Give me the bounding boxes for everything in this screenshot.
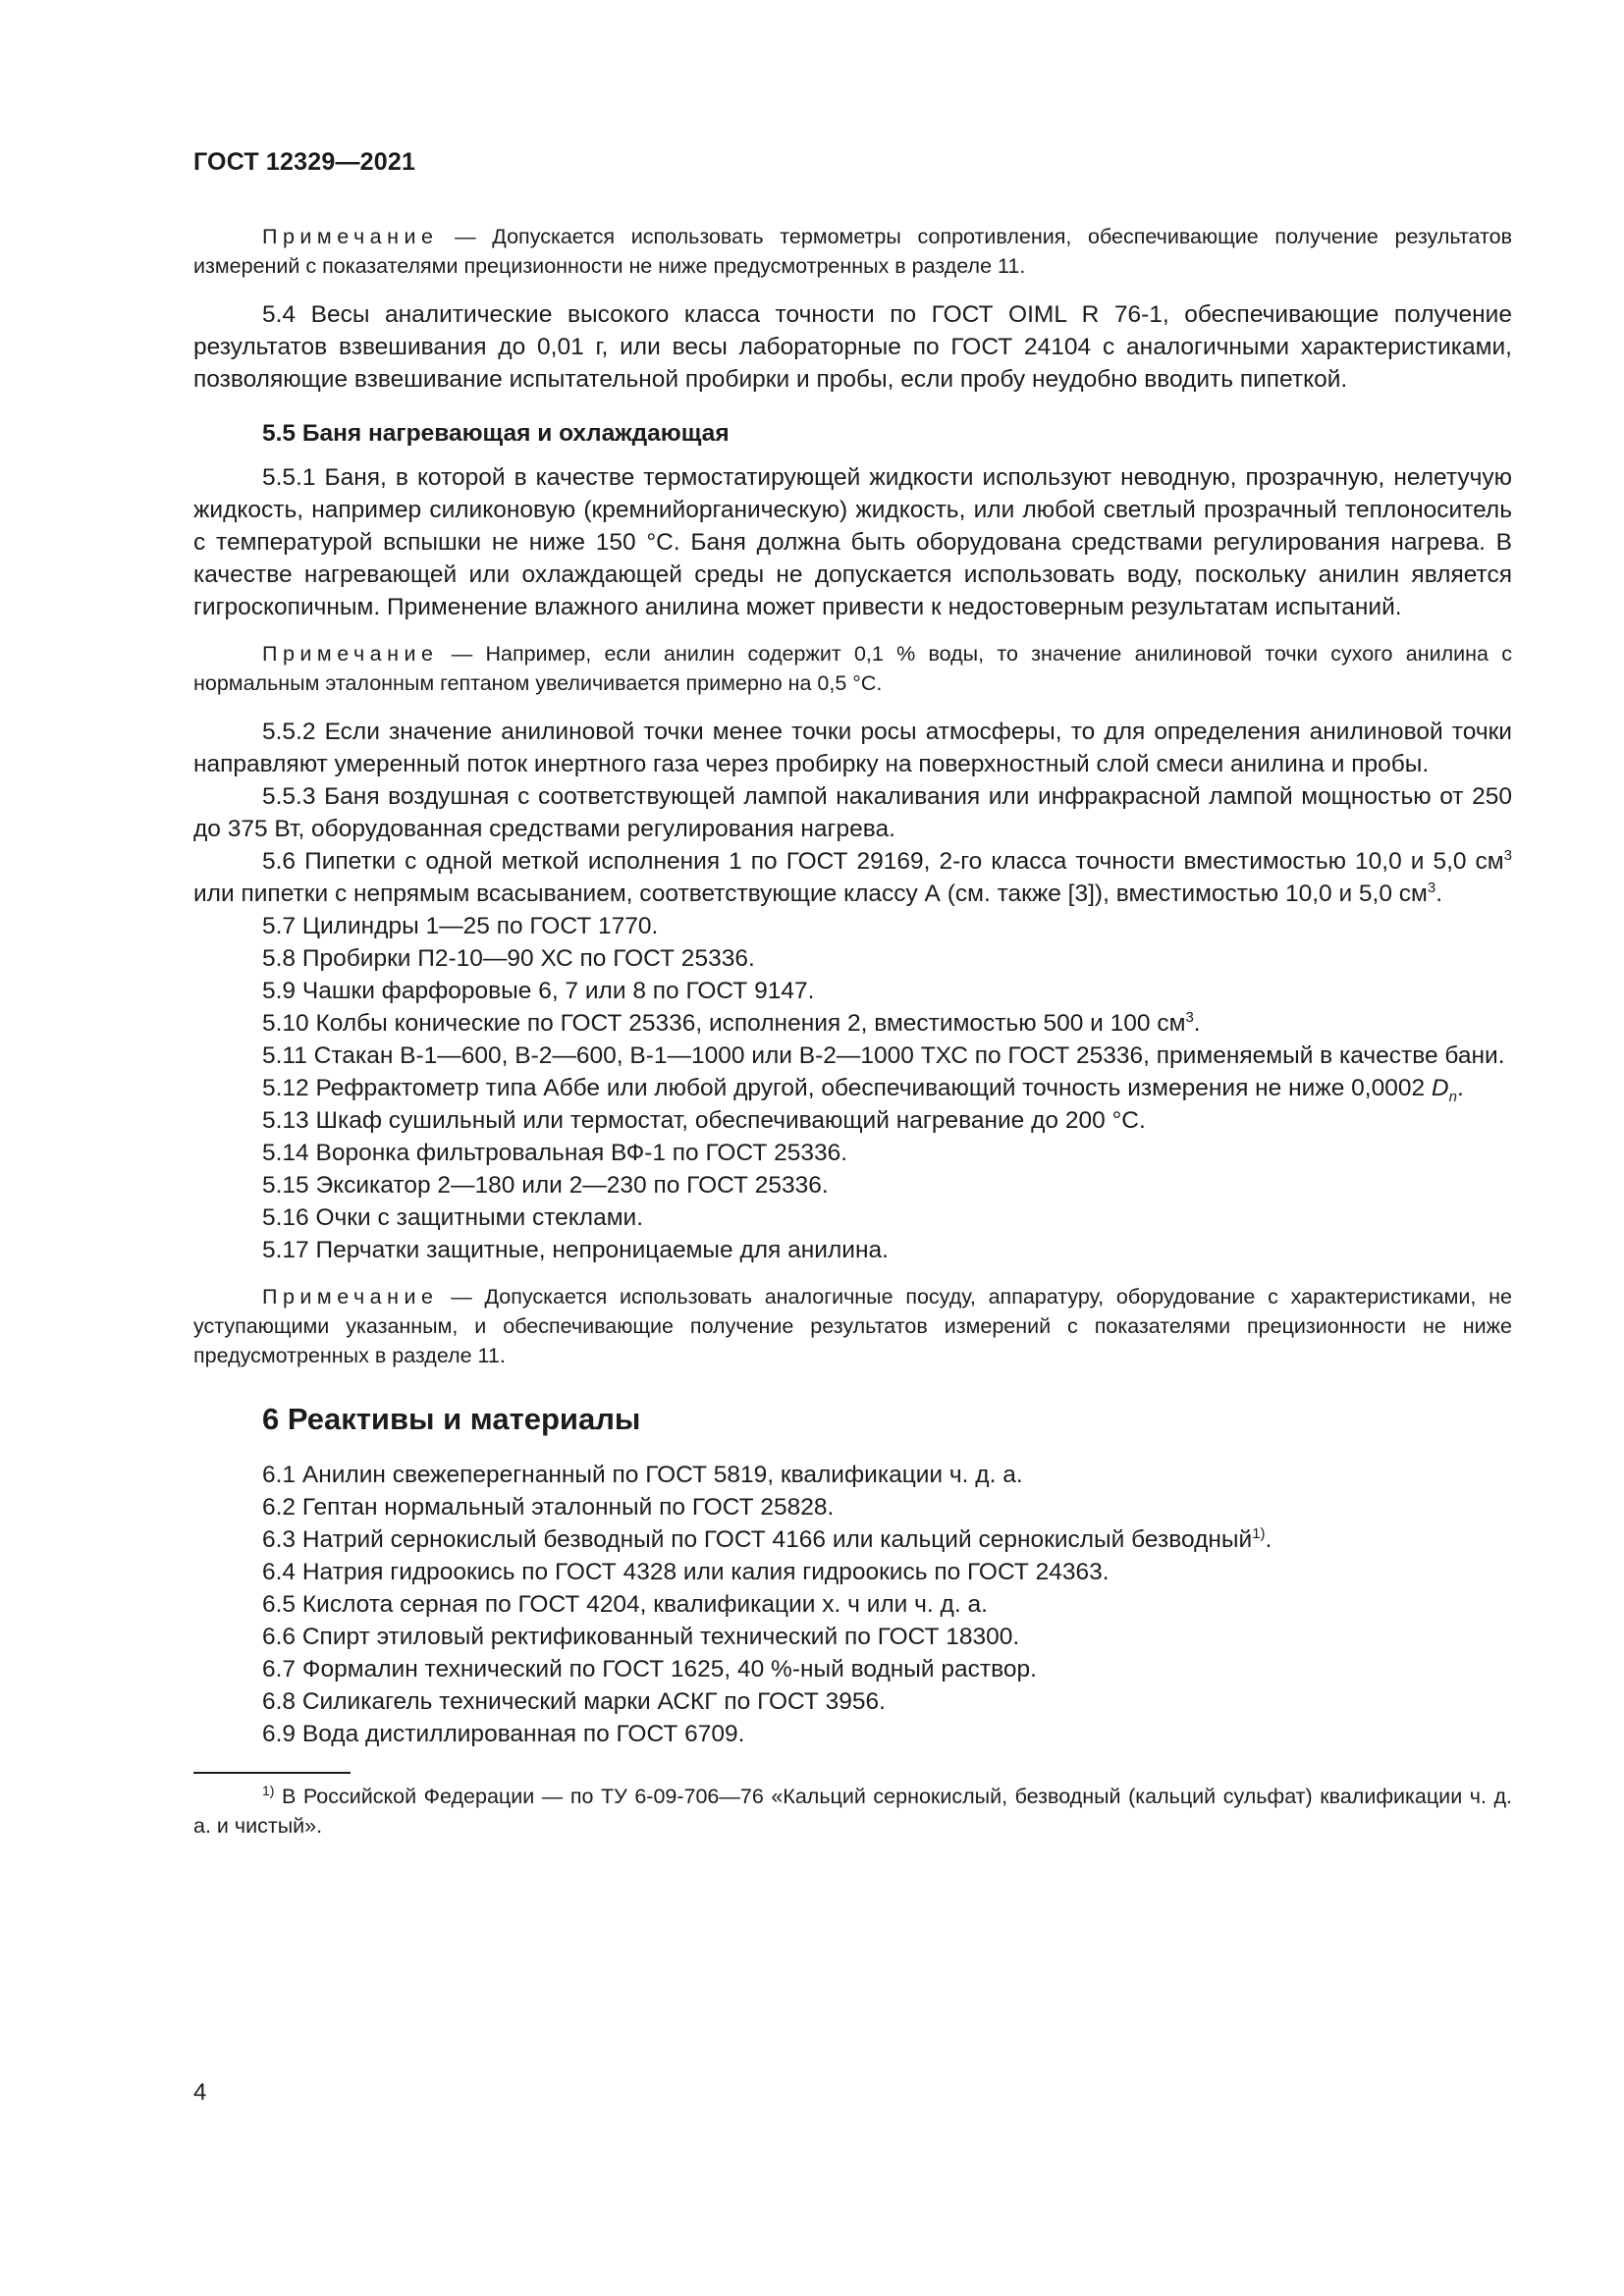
clause-5-6-text-a: 5.6 Пипетки с одной меткой исполнения 1 по ГОСТ 29169, 2-го класса точности вместимостью 10,0 и 5,0 см	[262, 848, 1504, 875]
clause-5-11: 5.11 Стакан В-1—600, В-2—600, В-1—1000 или В-2—1000 ТХС по ГОСТ 25336, применяемый в качестве бани.	[262, 1042, 1505, 1069]
superscript-3: 3	[1503, 846, 1512, 864]
clause-5-10-text: 5.10 Колбы конические по ГОСТ 25336, исполнения 2, вместимостью 500 и 100 см	[262, 1010, 1186, 1037]
footnote-divider	[193, 1772, 351, 1774]
clause-5-6-text-b: или пипетки с непрямым всасыванием, соответствующие классу А (см. также [3]), вместимостью 10,0 и 5,0 см	[193, 881, 1428, 907]
page-number: 4	[193, 2079, 207, 2106]
clause-5-12-end: .	[1456, 1075, 1464, 1101]
clause-5-4: 5.4 Весы аналитические высокого класса точности по ГОСТ OIML R 76-1, обеспечивающие получение результатов взвешивания до 0,01 г, или весы лабораторные по ГОСТ 24104 с аналогичными характеристиками, позволяющие взвешивание испытательной пробирки и пробы, если пробу неудобно вводить пипеткой.	[193, 301, 1512, 393]
note-label: Примечание	[262, 225, 439, 248]
note-dash: —	[438, 225, 493, 248]
heading-5-5: 5.5 Баня нагревающая и охлаждающая	[262, 420, 730, 447]
footnote-text: В Российской Федерации — по ТУ 6-09-706—76 «Кальций сернокислый, безводный (кальций сульфат) квалификации ч. д. а. и чистый».	[193, 1785, 1512, 1838]
clause-5-7: 5.7 Цилиндры 1—25 по ГОСТ 1770.	[262, 913, 659, 939]
superscript-3: 3	[1185, 1008, 1194, 1026]
subscript-n: n	[1448, 1088, 1457, 1105]
clause-5-12	[193, 1072, 1512, 1104]
note-text: Например, если анилин содержит 0,1 % воды, то значение анилиновой точки сухого анилина с нормальным эталонным гептаном увеличивается примерно на 0,5 °С.	[193, 642, 1512, 695]
clause-5-14: 5.14 Воронка фильтровальная ВФ-1 по ГОСТ 25336.	[262, 1140, 848, 1166]
note-equivalents	[193, 1282, 1512, 1370]
clause-5-17: 5.17 Перчатки защитные, непроницаемые для анилина.	[262, 1237, 889, 1263]
clause-6-4: 6.4 Натрия гидроокись по ГОСТ 4328 или калия гидроокись по ГОСТ 24363.	[262, 1559, 1110, 1585]
note-label: Примечание	[262, 1285, 439, 1308]
footnote-marker: 1)	[262, 1782, 275, 1798]
clause-6-7: 6.7 Формалин технический по ГОСТ 1625, 40 %-ный водный раствор.	[262, 1656, 1037, 1682]
clause-5-6	[193, 845, 1512, 910]
note-label: Примечание	[262, 642, 439, 666]
clause-6-8: 6.8 Силикагель технический марки АСКГ по ГОСТ 3956.	[262, 1688, 886, 1715]
clause-6-3	[193, 1523, 1512, 1556]
document-header: ГОСТ 12329—2021	[193, 148, 416, 176]
clause-5-12-text: 5.12 Рефрактометр типа Аббе или любой другой, обеспечивающий точность измерения не ниже 0,0002	[262, 1075, 1432, 1101]
note-aniline-water	[193, 639, 1512, 698]
clause-6-9: 6.9 Вода дистиллированная по ГОСТ 6709.	[262, 1721, 745, 1747]
superscript-3: 3	[1427, 879, 1436, 896]
footnote	[193, 1782, 1512, 1841]
clause-5-9: 5.9 Чашки фарфоровые 6, 7 или 8 по ГОСТ 9147.	[262, 978, 815, 1004]
clause-5-15: 5.15 Эксикатор 2—180 или 2—230 по ГОСТ 25336.	[262, 1172, 829, 1199]
clause-5-10-end: .	[1193, 1010, 1201, 1037]
page-content	[193, 222, 1512, 1841]
clause-5-8: 5.8 Пробирки П2-10—90 ХС по ГОСТ 25336.	[262, 945, 755, 972]
clause-6-2: 6.2 Гептан нормальный эталонный по ГОСТ 25828.	[262, 1494, 835, 1521]
clause-5-5-1: 5.5.1 Баня, в которой в качестве термостатирующей жидкости используют неводную, прозрачную, нелетучую жидкость, например силиконовую (кремнийорганическую) жидкость, или любой светлый прозрачный теплоноситель с температурой вспышки не ниже 150 °С. Баня должна быть оборудована средствами регулирования нагрева. В качестве нагревающей или охлаждающей среды не допускается использовать воду, поскольку анилин является гигроскопичным. Применение влажного анилина может привести к недостоверным результатам испытаний.	[193, 464, 1512, 620]
clause-5-16: 5.16 Очки с защитными стеклами.	[262, 1204, 644, 1231]
clause-6-6: 6.6 Спирт этиловый ректификованный технический по ГОСТ 18300.	[262, 1624, 1020, 1650]
note-text: Допускается использовать аналогичные посуду, аппаратуру, оборудование с характеристиками, не уступающими указанным, и обеспечивающие получение результатов измерений с показателями прецизионности не ниже предусмотренных в разделе 11.	[193, 1285, 1512, 1367]
clause-5-13: 5.13 Шкаф сушильный или термостат, обеспечивающий нагревание до 200 °С.	[262, 1107, 1146, 1134]
clause-6-1: 6.1 Анилин свежеперегнанный по ГОСТ 5819, квалификации ч. д. а.	[262, 1462, 1023, 1488]
clause-6-3-end: .	[1265, 1526, 1272, 1553]
section-6-title: 6 Реактивы и материалы	[262, 1402, 641, 1436]
clause-5-5-3: 5.5.3 Баня воздушная с соответствующей лампой накаливания или инфракрасной лампой мощностью от 250 до 375 Вт, оборудованная средствами регулирования нагрева.	[193, 783, 1512, 842]
note-dash: —	[438, 642, 486, 666]
clause-6-3-text: 6.3 Натрий сернокислый безводный по ГОСТ 4166 или кальций сернокислый безводный	[262, 1526, 1253, 1553]
clause-6-5: 6.5 Кислота серная по ГОСТ 4204, квалификации х. ч или ч. д. а.	[262, 1591, 988, 1618]
note-thermometers	[193, 222, 1512, 281]
note-dash: —	[438, 1285, 485, 1308]
footnote-ref: 1)	[1252, 1524, 1266, 1542]
variable-d: D	[1431, 1075, 1449, 1101]
clause-5-6-text-c: .	[1435, 881, 1443, 907]
note-text: Допускается использовать термометры сопротивления, обеспечивающие получение результатов измерений с показателями прецизионности не ниже предусмотренных в разделе 11.	[193, 225, 1512, 278]
clause-5-10	[193, 1007, 1512, 1040]
clause-5-5-2: 5.5.2 Если значение анилиновой точки менее точки росы атмосферы, то для определения анилиновой точки направляют умеренный поток инертного газа через пробирку на поверхностный слой смеси анилина и пробы.	[193, 719, 1512, 777]
